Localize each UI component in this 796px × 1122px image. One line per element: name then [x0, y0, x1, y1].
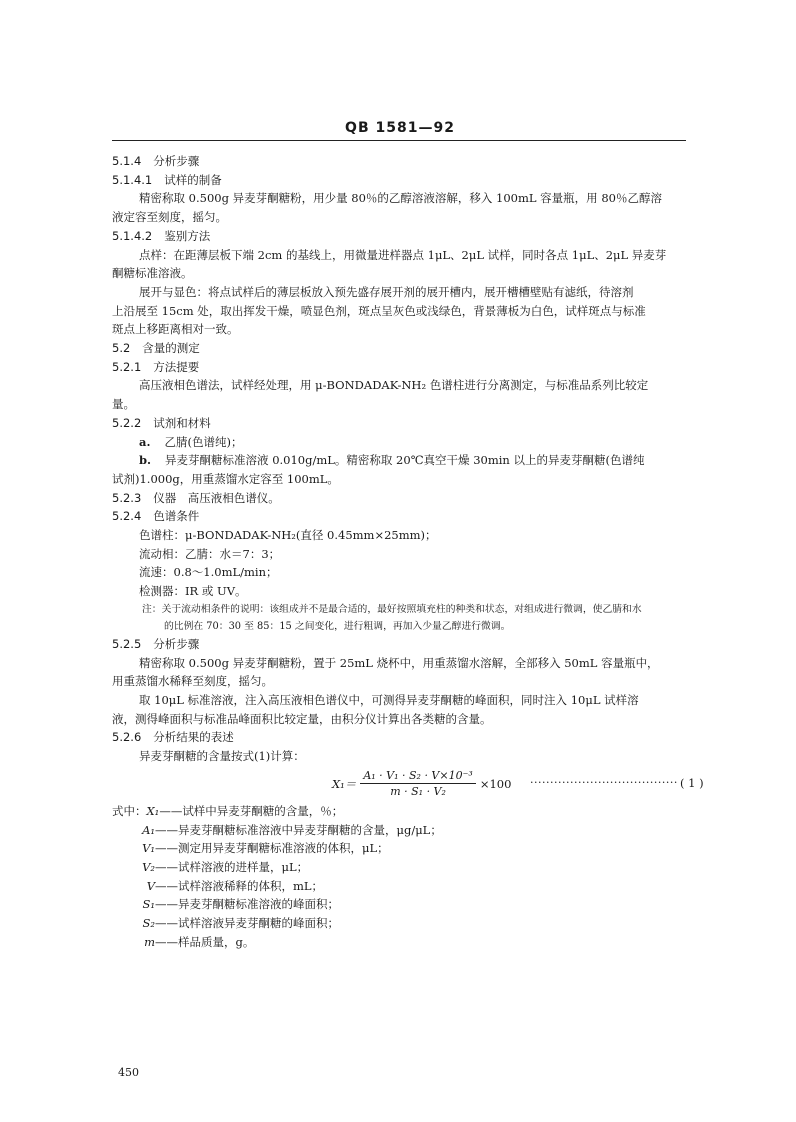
variable-symbol: X₁	[146, 803, 160, 818]
paragraph-line: 取 10μL 标准溶液，注入高压液相色谱仪中，可测得异麦芽酮糖的峰面积，同时注入 10μL 试样溶	[139, 692, 639, 707]
formula-leader-dots: ·····································	[530, 775, 678, 789]
variable-definition	[112, 858, 706, 877]
formula-fraction	[360, 769, 476, 798]
variable-description: ——试样溶液稀释的体积，mL；	[155, 878, 324, 893]
formula-denominator: m · S₁ · V₂	[390, 785, 446, 799]
formula-block	[112, 766, 706, 802]
formula	[332, 766, 511, 802]
variable-symbol: V₁	[142, 841, 155, 856]
variable-description: ——测定用异麦芽酮糖标准溶液的体积，μL；	[155, 841, 389, 856]
section-title: 分析步骤	[153, 154, 200, 168]
section-heading	[112, 489, 706, 508]
formula-numerator: A₁ · V₁ · S₂ · V×10⁻³	[360, 769, 476, 784]
section-number: 5.2.3	[112, 490, 142, 505]
paragraph-line: 流动相：乙腈：水＝7：3；	[139, 546, 281, 561]
note-text: 注：关于流动相条件的说明：该组成并不是最合适的，最好按照填充柱的种类和状态，对组成进行微调，使乙腈和水	[142, 603, 642, 615]
variable-description: ——异麦芽酮糖标准溶液的峰面积；	[155, 897, 339, 912]
section-title: 分析步骤	[153, 636, 200, 651]
definitions-intro: 式中：	[112, 803, 147, 818]
section-heading	[112, 414, 706, 433]
section-heading	[112, 339, 706, 358]
section-heading	[112, 358, 706, 377]
section-number: 5.1.4.2	[112, 228, 153, 243]
variable-description: ——试样中异麦芽酮糖的含量，％；	[159, 803, 344, 818]
paragraph-line: 精密称取 0.500g 异麦芽酮糖粉，用少量 80％的乙醇溶液溶解，移入 100mL 容量瓶，用 80％乙醇溶	[139, 191, 662, 206]
paragraph-line: 流速：0.8～1.0mL/min；	[139, 565, 278, 580]
paragraph-line: 异麦芽酮糖的含量按式(1)计算：	[139, 749, 305, 764]
equation-number: ( 1 )	[680, 775, 704, 790]
variable-symbol: S₁	[142, 897, 155, 912]
standard-header: QB 1581—92	[345, 120, 455, 136]
section-number: 5.2.2	[112, 415, 142, 430]
section-title: 分析结果的表述	[153, 730, 234, 745]
formula-tail: ×100	[479, 776, 512, 791]
section-title: 鉴别方法	[164, 228, 211, 243]
section-number: 5.2.4	[112, 509, 142, 524]
variable-symbol: m	[144, 934, 155, 949]
section-number: 5.2.6	[112, 730, 142, 745]
section-number: 5.2	[112, 341, 131, 356]
section-heading	[112, 507, 706, 526]
variable-symbol: V	[146, 878, 155, 893]
section-title: 方法提要	[153, 359, 200, 374]
paragraph-line: 精密称取 0.500g 异麦芽酮糖粉，置于 25mL 烧杯中，用重蒸馏水溶解，全部移入 50mL 容量瓶中，	[139, 655, 659, 670]
variable-symbol: V₂	[142, 859, 155, 874]
paragraph-line: 点样：在距薄层板下端 2cm 的基线上，用微量进样器点 1μL、2μL 试样，同时各点 1μL、2μL 异麦芽	[139, 247, 667, 262]
variable-description: ——样品质量，g。	[155, 934, 255, 949]
variable-definition	[112, 933, 706, 952]
variable-symbol: S₂	[142, 916, 155, 931]
variable-definition	[112, 802, 706, 821]
variable-definition	[112, 821, 706, 840]
list-item	[112, 451, 706, 470]
section-title: 色谱条件	[153, 509, 200, 524]
section-title: 试样的制备	[164, 172, 222, 187]
section-heading	[112, 635, 706, 654]
list-item-label: b.	[139, 453, 152, 468]
list-item	[112, 433, 706, 452]
variable-definition	[112, 839, 706, 858]
variable-symbol: A₁	[142, 822, 155, 837]
variable-definition	[112, 914, 706, 933]
paragraph-line: 高压液相色谱法，试样经处理，用 μ-BONDADAK-NH₂ 色谱柱进行分离测定，与标准品系列比较定	[139, 378, 649, 393]
section-number: 5.1.4.1	[112, 172, 153, 187]
section-heading	[112, 171, 706, 190]
paragraph-line: 用重蒸馏水稀释至刻度，摇匀。	[112, 674, 273, 689]
body-content	[112, 152, 706, 951]
section-number: 5.1.4	[112, 154, 142, 168]
paragraph-line: 上沿展至 15cm 处，取出挥发干燥，喷显色剂，斑点呈灰色或浅绿色，背景薄板为白色，试样斑点与标准	[112, 303, 646, 318]
paragraph-line: 展开与显色：将点试样后的薄层板放入预先盛存展开剂的展开槽内，展开槽槽壁贴有滤纸，待溶剂	[139, 284, 634, 299]
paragraph-line: 色谱柱：μ-BONDADAK-NH₂(直径 0.45mm×25mm)；	[139, 528, 437, 543]
paragraph-line: 检测器：IR 或 UV。	[139, 584, 247, 599]
variable-description: ——试样溶液的进样量，μL；	[155, 859, 309, 874]
formula-lhs: X₁＝	[332, 776, 357, 791]
note-text: 的比例在 70：30 至 85：15 之间变化，进行粗调，再加入少量乙醇进行微调。	[164, 620, 511, 632]
paragraph-line: 酮糖标准溶液。	[112, 266, 193, 281]
section-title: 含量的测定	[142, 341, 200, 356]
paragraph-line: 试剂)1.000g，用重蒸馏水定容至 100mL。	[112, 471, 339, 486]
section-title: 仪器 高压液相色谱仪。	[153, 490, 280, 505]
header-rule	[112, 140, 686, 141]
list-item-text: 异麦芽酮糖标准溶液 0.010g/mL。精密称取 20℃真空干燥 30min 以上的异麦芽酮糖(色谱纯	[165, 453, 645, 468]
section-number: 5.2.1	[112, 359, 142, 374]
variable-description: ——试样溶液异麦芽酮糖的峰面积；	[155, 916, 339, 931]
paragraph-line: 液，测得峰面积与标准品峰面积比较定量，由积分仪计算出各类糖的含量。	[112, 711, 492, 726]
section-heading	[112, 227, 706, 246]
paragraph-line: 斑点上移距离相对一致。	[112, 322, 239, 337]
paragraph-line: 液定容至刻度，摇匀。	[112, 210, 227, 225]
list-item-text: 乙腈(色谱纯)；	[164, 434, 243, 449]
section-heading	[112, 728, 706, 747]
list-item-label: a.	[139, 434, 151, 449]
section-heading	[112, 152, 706, 171]
section-number: 5.2.5	[112, 636, 142, 651]
variable-definition	[112, 895, 706, 914]
paragraph-line: 量。	[112, 397, 135, 412]
variable-description: ——异麦芽酮糖标准溶液中异麦芽酮糖的含量，μg/μL；	[155, 822, 442, 837]
section-title: 试剂和材料	[153, 415, 211, 430]
variable-definition	[112, 877, 706, 896]
page-number: 450	[118, 1066, 139, 1079]
